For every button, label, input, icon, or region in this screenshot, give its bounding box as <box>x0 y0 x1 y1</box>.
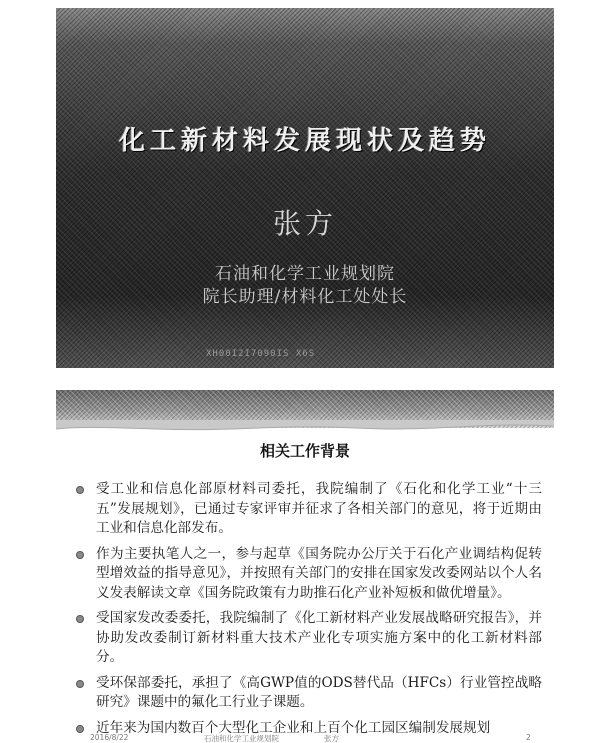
author-organization: 石油和化学工业规划院 <box>215 264 395 284</box>
bullet-dot-icon <box>76 551 84 559</box>
slide-heading: 相关工作背景 <box>259 442 350 460</box>
author-position: 院长助理/材料化工处处长 <box>202 287 408 307</box>
slide-footer-code: XH00I2I7090IS X6S <box>206 349 316 359</box>
footer-author: 张方 <box>324 734 339 743</box>
slide-footer <box>56 733 554 743</box>
header-band-wave <box>56 420 554 434</box>
bullet-item <box>72 674 542 713</box>
footer-organization: 石油和化学工业规划院 <box>204 734 279 743</box>
bullet-text: 受环保部委托，承担了《高GWP值的ODS替代品（HFCs）行业管控战略研究》课题中的氟化工行业子课题。 <box>96 674 542 710</box>
presentation-title: 化工新材料发展现状及趋势 <box>118 126 491 156</box>
bullet-dot-icon <box>76 680 84 688</box>
bullet-dot-icon <box>76 725 84 733</box>
title-slide <box>56 8 554 368</box>
bullet-text: 近年来为国内数百个大型化工企业和上百个化工园区编制发展规划 <box>96 719 491 736</box>
bullet-dot-icon <box>76 615 84 623</box>
footer-date: 2016/8/22 <box>90 733 129 742</box>
background-slide <box>56 390 554 743</box>
bullet-item <box>72 480 542 539</box>
bullet-item <box>72 545 542 604</box>
author-name: 张方 <box>272 207 337 240</box>
bullet-text: 作为主要执笔人之一，参与起草《国务院办公厅关于石化产业调结构促转型增效益的指导意见》，并按照有关部门的安排在国家发改委网站以个人名义发表解读文章《国务院政策有力助推石化产业补短板和做优增量》。 <box>96 545 542 601</box>
footer-page-number: 2 <box>526 733 531 742</box>
bullet-text: 受工业和信息化部原材料司委托，我院编制了《石化和化学工业“十三五”发展规划》，已通过专家评审并征求了各相关部门的意见，将于近期由工业和信息化部发布。 <box>96 481 542 536</box>
bullet-dot-icon <box>76 486 84 494</box>
bullet-item <box>72 609 542 668</box>
bullet-list <box>72 480 542 743</box>
bullet-text: 受国家发改委委托，我院编制了《化工新材料产业发展战略研究报告》，并协助发改委制订新材料重大技术产业化专项实施方案中的化工新材料部分。 <box>96 610 542 665</box>
